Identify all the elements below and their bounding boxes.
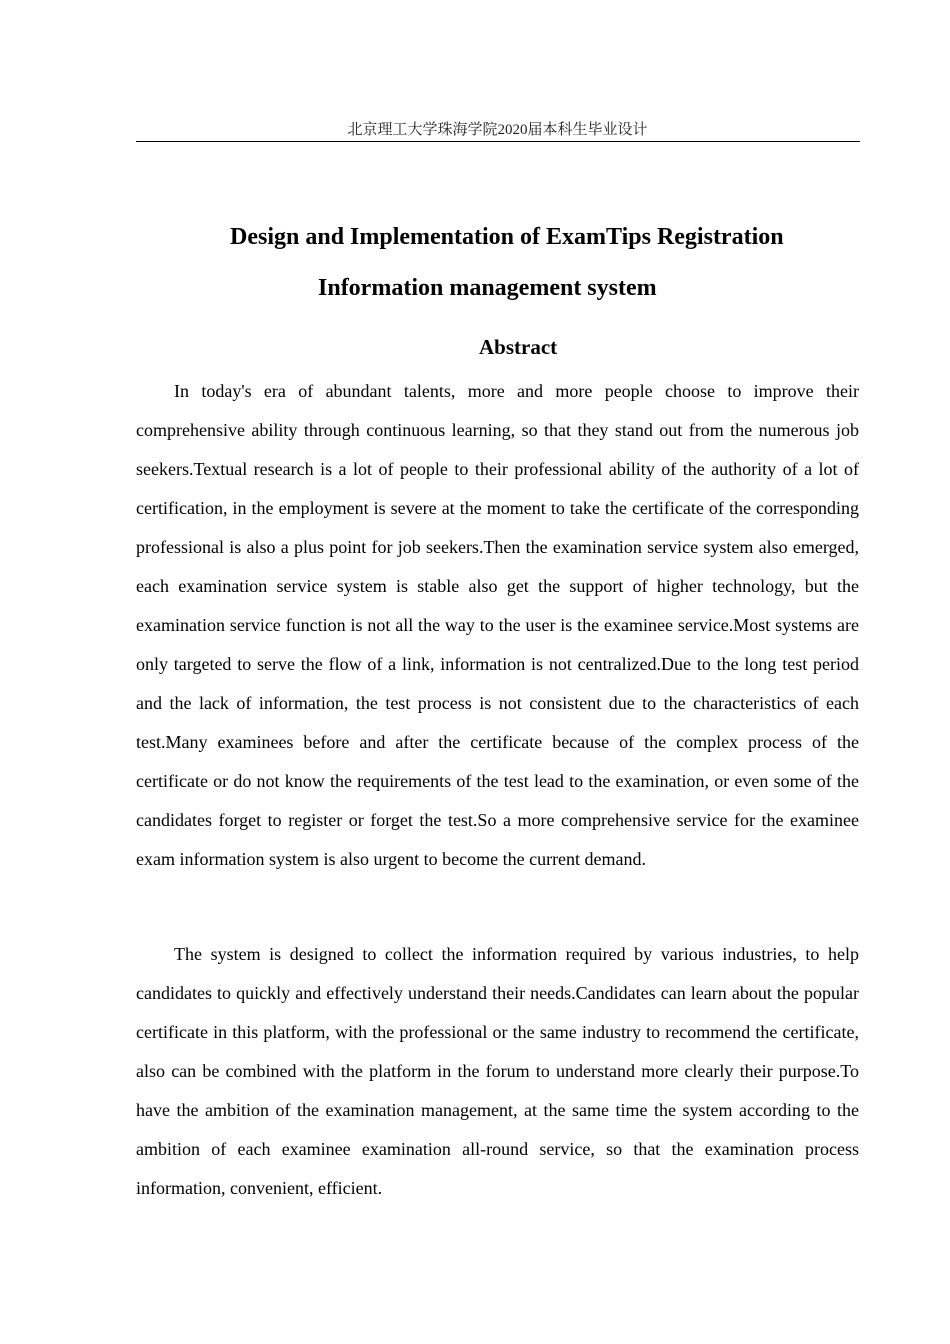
abstract-paragraph-1: In today's era of abundant talents, more and more people choose to improve their comprehensive ability through continuous learning, so that they stand out from the numerous job seekers.Textual research is a lot of people to their professional ability of the authority of a lot of certification, in the employment is severe at the moment to take the certificate of the corresponding professional is also a plus point for job seekers.Then the examination service system also emerged, each examination service system is stable also get the support of higher technology, but the examination service function is not all the way to the user is the examinee service.Most systems are only targeted to serve the flow of a link, information is not centralized.Due to the long test period and the lack of information, the test process is not consistent due to the characteristics of each test.Many examinees before and after the certificate because of the complex process of the certificate or do not know the requirements of the test lead to the examination, or even some of the candidates forget to register or forget the test.So a more comprehensive service for the examinee exam information system is also urgent to become the current demand. <box>136 381 859 869</box>
running-header: 北京理工大学珠海学院2020届本科生毕业设计 <box>347 122 648 138</box>
header-divider <box>136 141 860 142</box>
paper-title-line-2: Information management system <box>318 275 657 301</box>
paper-title-line-1: Design and Implementation of ExamTips Registration <box>230 224 784 250</box>
abstract-heading: Abstract <box>479 335 558 359</box>
abstract-paragraph-2: The system is designed to collect the information required by various industries, to help candidates to quickly and effectively understand their needs.Candidates can learn about the popular certificate in this platform, with the professional or the same industry to recommend the certificate, also can be combined with the platform in the forum to understand more clearly their purpose.To have the ambition of the examination management, at the same time the system according to the ambition of each examinee examination all-round service, so that the examination process information, convenient, efficient. <box>136 944 859 1198</box>
